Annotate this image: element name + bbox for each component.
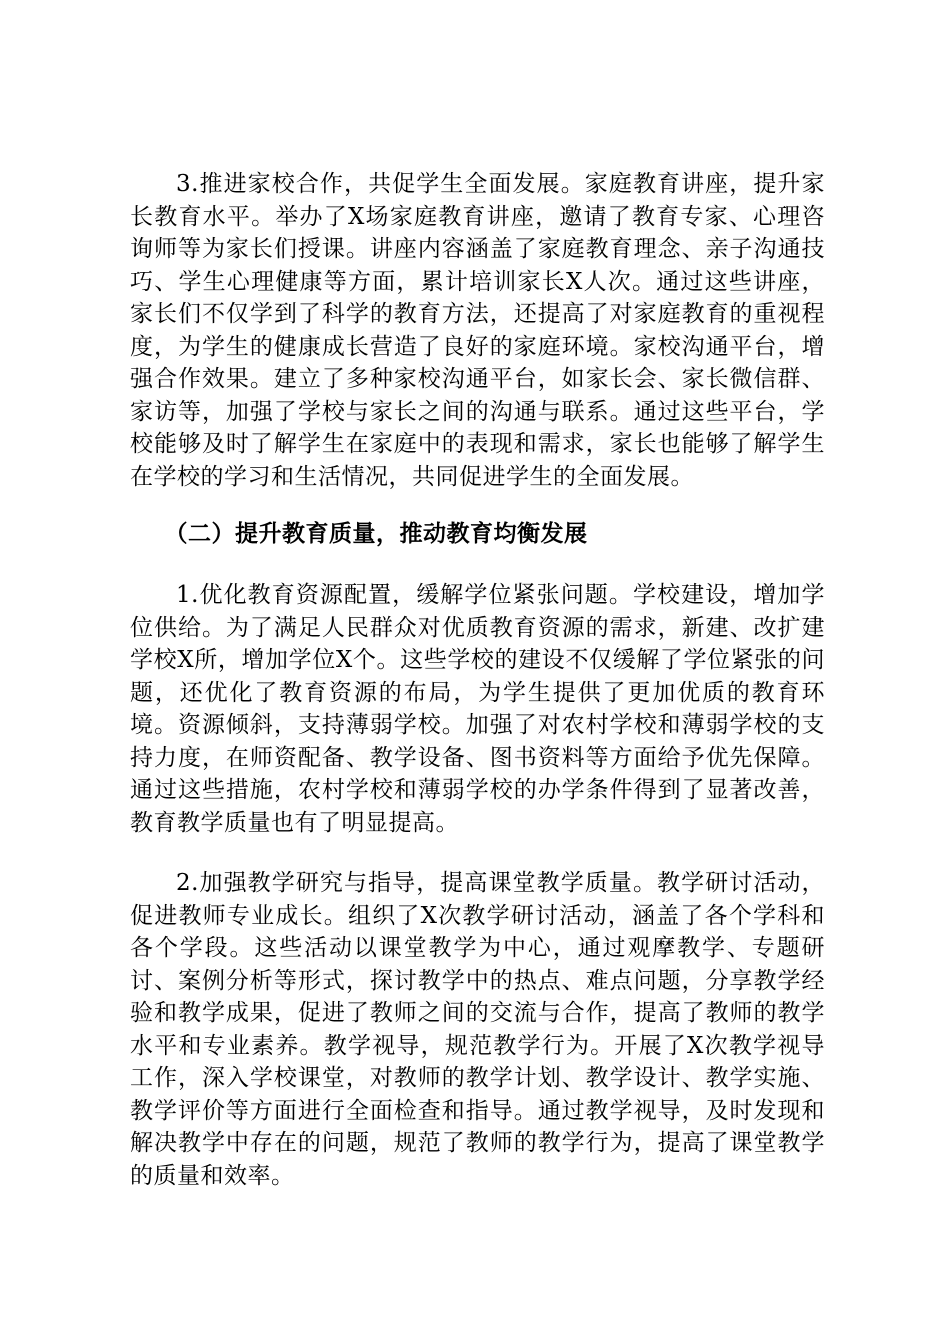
document-page bbox=[130, 168, 825, 1192]
paragraph-family-school-cooperation: 3.推进家校合作，共促学生全面发展。家庭教育讲座，提升家长教育水平。举办了X场家庭教育讲座，邀请了教育专家、心理咨询师等为家长们授课。讲座内容涵盖了家庭教育理念、亲子沟通技巧、学生心理健康等方面，累计培训家长X人次。通过这些讲座，家长们不仅学到了科学的教育方法，还提高了对家庭教育的重视程度，为学生的健康成长营造了良好的家庭环境。家校沟通平台，增强合作效果。建立了多种家校沟通平台，如家长会、家长微信群、家访等，加强了学校与家长之间的沟通与联系。通过这些平台，学校能够及时了解学生在家庭中的表现和需求，家长也能够了解学生在学校的学习和生活情况，共同促进学生的全面发展。 bbox=[130, 171, 825, 490]
paragraph-education-resources: 1.优化教育资源配置，缓解学位紧张问题。学校建设，增加学位供给。为了满足人民群众对优质教育资源的需求，新建、改扩建学校X所，增加学位X个。这些学校的建设不仅缓解了学位紧张的问题，还优化了教育资源的布局，为学生提供了更加优质的教育环境。资源倾斜，支持薄弱学校。加强了对农村学校和薄弱学校的支持力度，在师资配备、教学设备、图书资料等方面给予优先保障。通过这些措施，农村学校和薄弱学校的办学条件得到了显著改善，教育教学质量也有了明显提高。 bbox=[130, 582, 825, 836]
section-heading: （二）提升教育质量，推动教育均衡发展 bbox=[164, 520, 588, 547]
paragraph-teaching-research: 2.加强教学研究与指导，提高课堂教学质量。教学研讨活动，促进教师专业成长。组织了X次教学研讨活动，涵盖了各个学科和各个学段。这些活动以课堂教学为中心，通过观摩教学、专题研讨、案例分析等形式，探讨教学中的热点、难点问题，分享教学经验和教学成果，促进了教师之间的交流与合作，提高了教师的教学水平和专业素养。教学视导，规范教学行为。开展了X次教学视导工作，深入学校课堂，对教师的教学计划、教学设计、教学实施、教学评价等方面进行全面检查和指导。通过教学视导，及时发现和解决教学中存在的问题，规范了教师的教学行为，提高了课堂教学的质量和效率。 bbox=[130, 870, 825, 1189]
